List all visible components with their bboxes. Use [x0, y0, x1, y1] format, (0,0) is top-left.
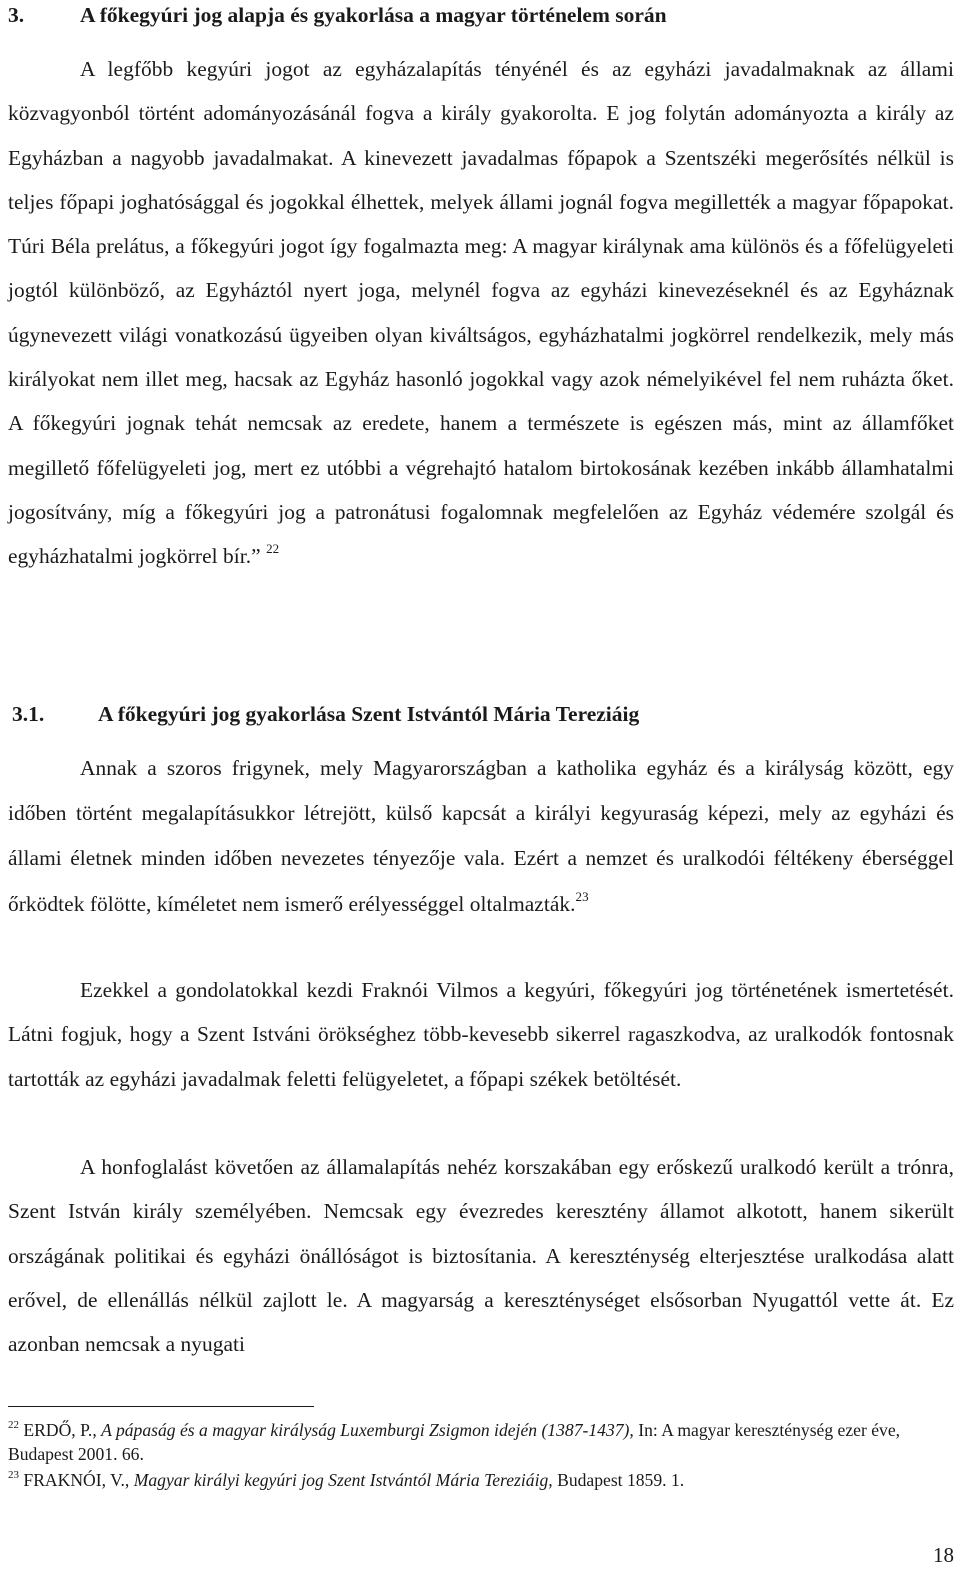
- section-title: A főkegyúri jog gyakorlása Szent Istvántól Mária Tereziáig: [98, 702, 640, 726]
- footnote-rest: Budapest 1859. 1.: [557, 1470, 685, 1490]
- footnote-number: 22: [8, 1419, 19, 1431]
- footnote-number: 23: [8, 1469, 19, 1481]
- paragraph-4-text: A honfoglalást követően az államalapítás nehéz korszakában egy erőskezű uralkodó került a trónra, Szent István király személyében. Nemcsak egy évezredes keresztény államot alkotott, hanem sikerült országának politikai és egyházi önállóságot is biztosítania. A kereszténység elterjesztése uralkodása alatt erővel, de ellenállás nélkül zajlott le. A magyarság a kereszténységet elsősorban Nyugattól vette át. Ez azonban nemcsak a nyugati: [8, 1155, 954, 1357]
- footnote-title: A pápaság és a magyar királyság Luxemburgi Zsigmon idején (1387-1437),: [101, 1420, 634, 1440]
- chapter-number: 3.: [8, 3, 25, 27]
- footnote-ref-22[interactable]: 22: [266, 541, 280, 557]
- footnote-22: $^{22}$ ERDŐ, P., A pápaság és a magyar királyság Luxemburgi Zsigmon idején (1387-1437), In: A magyar kereszténység ezer éve, Budapest 2001. 66.: [8, 1419, 901, 1464]
- section-number: 3.1.: [12, 702, 45, 726]
- footnote-ref-23[interactable]: 23: [575, 888, 589, 904]
- footnote-23: $^{23}$ FRAKNÓI, V., Magyar királyi kegyúri jog Szent Istvántól Mária Tereziáig, Budapest 1859. 1.: [8, 1469, 685, 1490]
- paragraph-3-text: Ezekkel a gondolatokkal kezdi Fraknói Vilmos a kegyúri, főkegyúri jog történetének ismertetését. Látni fogjuk, hogy a Szent Istváni örökséghez több-kevesebb sikerrel ragaszkodva, az uralkodók fontosnak tartották az egyházi javadalmak feletti felügyeletet, a főpapi székek betöltését.: [8, 978, 954, 1091]
- paragraph-2: [8, 746, 954, 927]
- footnote-author: ERDŐ, P.: [23, 1420, 93, 1440]
- footnote-divider: [8, 1406, 314, 1407]
- footnote-rest: In: A magyar kereszténység ezer éve, Budapest 2001. 66.: [8, 1420, 901, 1464]
- paragraph-3: [8, 968, 954, 1101]
- section-heading: [12, 699, 639, 729]
- footnotes: [8, 1418, 954, 1494]
- paragraph-2-text: Annak a szoros frigynek, mely Magyarországban a katholika egyház és a királyság között, egy időben történt megalapításukkor létrejött, külső kapcsát a királyi kegyuraság képezi, mely az egyházi és állami életnek minden időben nevezetes tényezője vala. Ezért a nemzet és uralkodói féltékeny éberséggel őrködtek fölötte, kíméletet nem ismerő erélyességgel oltalmazták.: [8, 756, 954, 916]
- chapter-heading: [8, 0, 667, 30]
- paragraph-1: [8, 47, 954, 579]
- footnote-title: Magyar királyi kegyúri jog Szent Istvántól Mária Tereziáig,: [133, 1470, 553, 1490]
- chapter-title: A főkegyúri jog alapja és gyakorlása a magyar történelem során: [80, 3, 667, 27]
- footnote-author: FRAKNÓI, V.: [23, 1470, 125, 1490]
- page-number: 18: [933, 1543, 954, 1567]
- paragraph-1-text: A legfőbb kegyúri jogot az egyházalapítás tényénél és az egyházi javadalmaknak az állami közvagyonból történt adományozásánál fogva a király gyakorolta. E jog folytán adományozta a király az Egyházban a nagyobb javadalmakat. A kinevezett javadalmas főpapok a Szentszéki megerősítés nélkül is teljes főpapi joghatósággal és jogokkal élhettek, melyek állami jognál fogva megillették a magyar főpapokat. Túri Béla prelátus, a főkegyúri jogot így fogalmazta meg: A magyar királynak ama különös és a főfelügyeleti jogtól különböző, az Egyháztól nyert joga, melynél fogva az egyházi kinevezéseknél és az Egyháznak úgynevezett világi vonatkozású ügyeiben olyan kiváltságos, egyházhatalmi jogkörrel rendelkezik, mely más királyokat nem illet meg, hacsak az Egyház hasonló jogokkal vagy azok némelyikével fel nem ruházta őket. A főkegyúri jognak tehát nemcsak az eredete, hanem a természete is egészen más, mint az államfőket megillető főfelügyeleti jog, mert ez utóbbi a végrehajtó hatalom birtokosának kezében inkább államhatalmi jogosítvány, míg a főkegyúri jog a patronátusi fogalomnak megfelelően az Egyház védemére szolgál és egyházhatalmi jogkörrel bír.”: [8, 57, 954, 569]
- paragraph-4: [8, 1145, 954, 1366]
